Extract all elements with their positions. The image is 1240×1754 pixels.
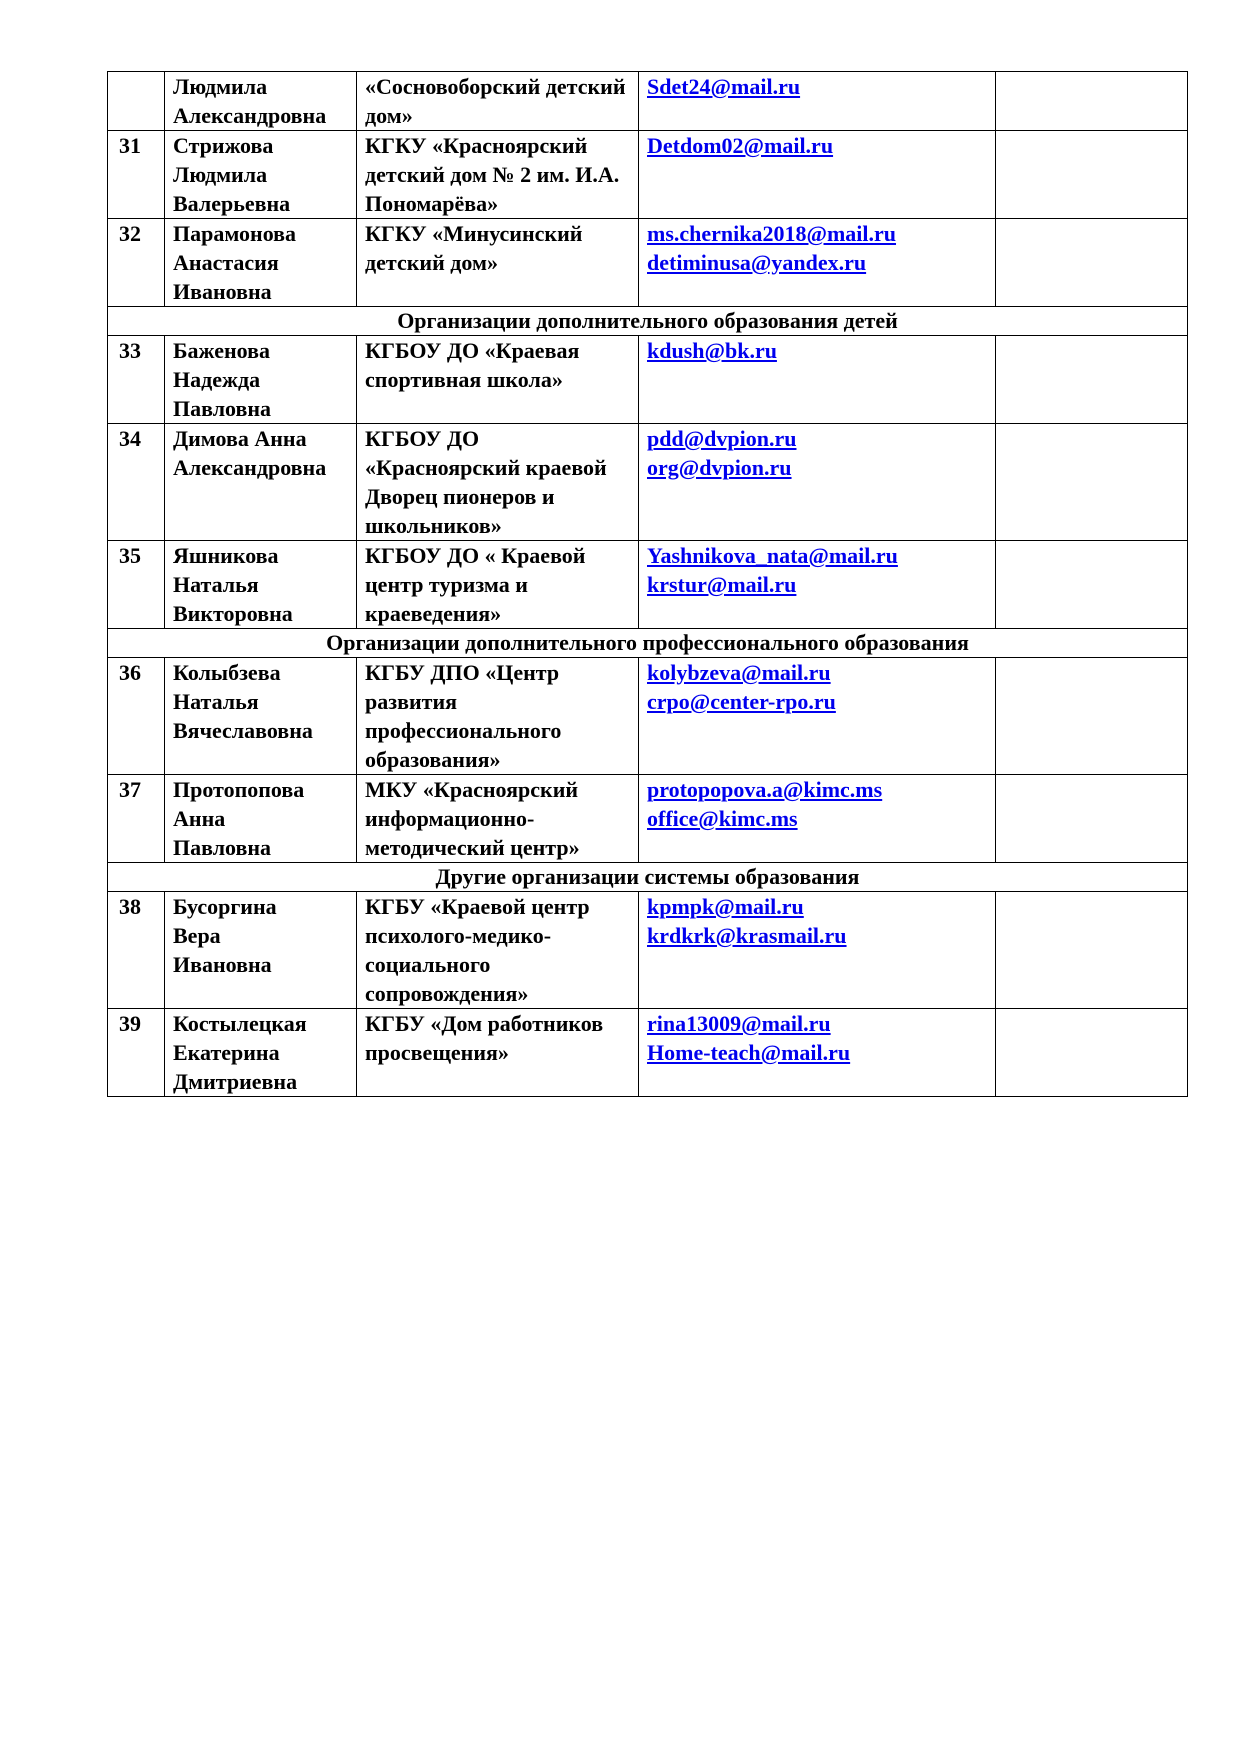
empty-cell [996, 72, 1188, 131]
email-link[interactable]: org@dvpion.ru [647, 455, 792, 480]
row-number: 31 [108, 131, 165, 219]
empty-cell [996, 658, 1188, 775]
email-cell [639, 424, 996, 541]
empty-cell [996, 775, 1188, 863]
email-link[interactable]: rina13009@mail.ru [647, 1011, 831, 1036]
contact-name: Людмила Александровна [165, 72, 357, 131]
row-number: 32 [108, 219, 165, 307]
section-title: Другие организации системы образования [108, 863, 1188, 892]
empty-cell [996, 1009, 1188, 1097]
empty-cell [996, 541, 1188, 629]
organization-name: КГКУ «Красноярский детский дом № 2 им. И.А. Пономарёва» [357, 131, 639, 219]
contacts-table [107, 71, 1188, 1097]
email-link[interactable]: crpo@center-rpo.ru [647, 689, 836, 714]
table-row [108, 775, 1188, 863]
organization-name: КГБУ «Дом работников просвещения» [357, 1009, 639, 1097]
email-link[interactable]: krdkrk@krasmail.ru [647, 923, 847, 948]
table-row [108, 219, 1188, 307]
section-header-row [108, 863, 1188, 892]
table-row [108, 424, 1188, 541]
email-link[interactable]: kdush@bk.ru [647, 338, 777, 363]
contact-name: Парамонова Анастасия Ивановна [165, 219, 357, 307]
email-cell [639, 541, 996, 629]
section-title: Организации дополнительного образования детей [108, 307, 1188, 336]
row-number: 36 [108, 658, 165, 775]
contact-name: Стрижова Людмила Валерьевна [165, 131, 357, 219]
section-title: Организации дополнительного профессионального образования [108, 629, 1188, 658]
contact-name: Бусоргина Вера Ивановна [165, 892, 357, 1009]
section-header-row [108, 307, 1188, 336]
table-row [108, 72, 1188, 131]
table-row [108, 336, 1188, 424]
organization-name: «Сосновоборский детский дом» [357, 72, 639, 131]
empty-cell [996, 131, 1188, 219]
email-cell [639, 131, 996, 219]
empty-cell [996, 219, 1188, 307]
email-link[interactable]: Home-teach@mail.ru [647, 1040, 851, 1065]
email-link[interactable]: pdd@dvpion.ru [647, 426, 797, 451]
email-cell [639, 336, 996, 424]
contact-name: Протопопова Анна Павловна [165, 775, 357, 863]
contact-name: Димова Анна Александровна [165, 424, 357, 541]
table-row [108, 658, 1188, 775]
organization-name: КГКУ «Минусинский детский дом» [357, 219, 639, 307]
email-cell [639, 658, 996, 775]
table-row [108, 1009, 1188, 1097]
organization-name: МКУ «Красноярский информационно-методический центр» [357, 775, 639, 863]
organization-name: КГБУ «Краевой центр психолого-медико-социального сопровождения» [357, 892, 639, 1009]
email-link[interactable]: ms.chernika2018@mail.ru [647, 221, 897, 246]
row-number: 34 [108, 424, 165, 541]
table-row [108, 892, 1188, 1009]
section-header-row [108, 629, 1188, 658]
contact-name: Баженова Надежда Павловна [165, 336, 357, 424]
row-number: 38 [108, 892, 165, 1009]
email-link[interactable]: Yashnikova_nata@mail.ru [647, 543, 898, 568]
organization-name: КГБОУ ДО « Краевой центр туризма и краеведения» [357, 541, 639, 629]
email-link[interactable]: kpmpk@mail.ru [647, 894, 804, 919]
email-cell [639, 72, 996, 131]
row-number: 35 [108, 541, 165, 629]
table-row [108, 131, 1188, 219]
empty-cell [996, 336, 1188, 424]
email-cell [639, 219, 996, 307]
email-link[interactable]: Detdom02@mail.ru [647, 133, 834, 158]
organization-name: КГБОУ ДО «Краевая спортивная школа» [357, 336, 639, 424]
contact-name: Колыбзева Наталья Вячеславовна [165, 658, 357, 775]
email-link[interactable]: detiminusa@yandex.ru [647, 250, 867, 275]
organization-name: КГБОУ ДО «Красноярский краевой Дворец пионеров и школьников» [357, 424, 639, 541]
email-cell [639, 1009, 996, 1097]
contacts-table-body [108, 72, 1188, 1097]
email-link[interactable]: krstur@mail.ru [647, 572, 797, 597]
row-number: 37 [108, 775, 165, 863]
contact-name: Яшникова Наталья Викторовна [165, 541, 357, 629]
row-number: 33 [108, 336, 165, 424]
email-link[interactable]: protopopova.a@kimc.ms [647, 777, 883, 802]
empty-cell [996, 424, 1188, 541]
table-row [108, 541, 1188, 629]
row-number: 39 [108, 1009, 165, 1097]
email-link[interactable]: kolybzeva@mail.ru [647, 660, 831, 685]
email-cell [639, 892, 996, 1009]
organization-name: КГБУ ДПО «Центр развития профессионального образования» [357, 658, 639, 775]
email-link[interactable]: Sdet24@mail.ru [647, 74, 801, 99]
email-cell [639, 775, 996, 863]
email-link[interactable]: office@kimc.ms [647, 806, 798, 831]
empty-cell [996, 892, 1188, 1009]
contact-name: Костылецкая Екатерина Дмитриевна [165, 1009, 357, 1097]
row-number [108, 72, 165, 131]
